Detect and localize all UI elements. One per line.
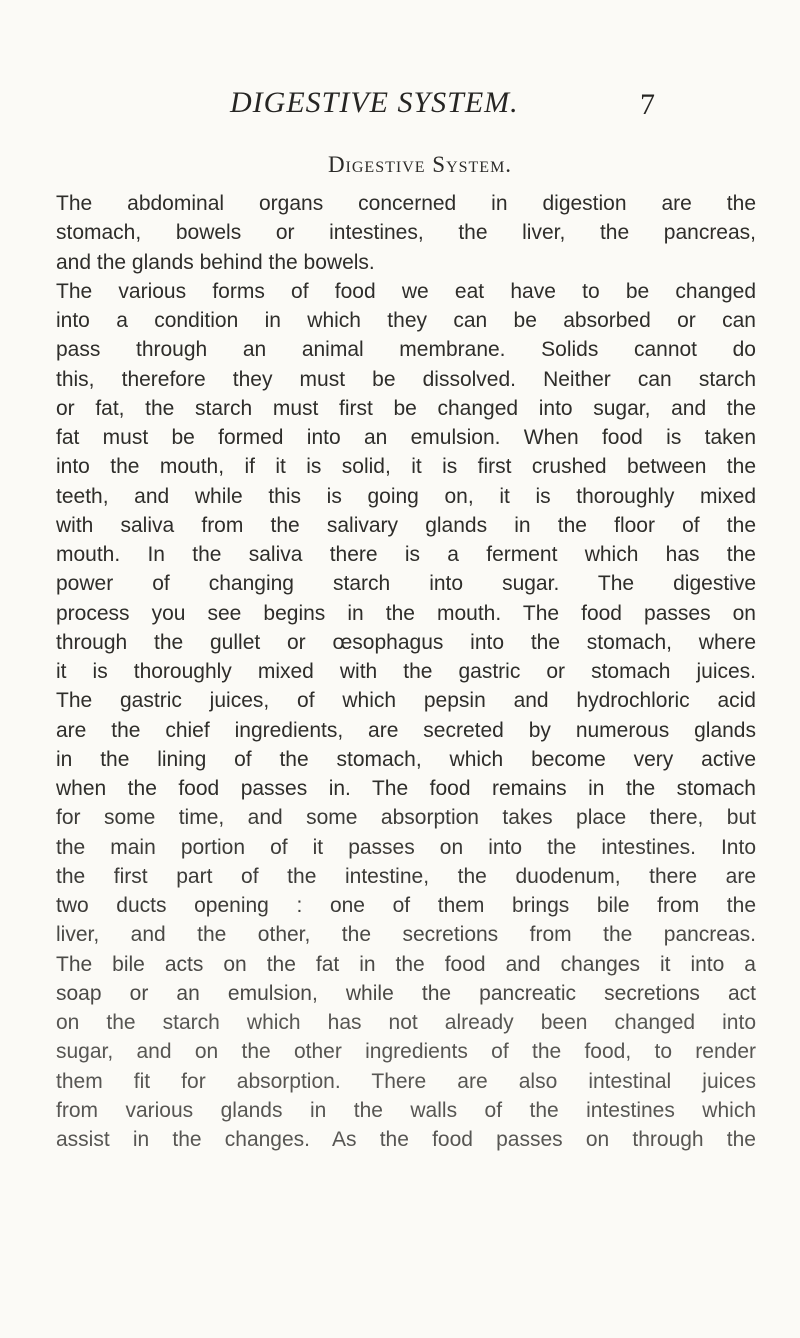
- running-title: DIGESTIVE SYSTEM.: [230, 86, 519, 119]
- text-line: The abdominal organs concerned in digestion are the: [56, 192, 756, 215]
- text-line: into a condition in which they can be absorbed or can: [56, 309, 756, 332]
- text-line: two ducts opening : one of them brings bile from the: [56, 894, 756, 917]
- text-line: sugar, and on the other ingredients of the food, to render: [56, 1040, 756, 1064]
- text-line: into the mouth, if it is solid, it is first crushed between the: [56, 455, 756, 479]
- text-line: stomach, bowels or intestines, the liver, the pancreas,: [56, 221, 756, 245]
- body-text: [56, 189, 756, 1154]
- text-line: on the starch which has not already been changed into: [56, 1011, 756, 1034]
- text-line: soap or an emulsion, while the pancreatic secretions act: [56, 981, 756, 1005]
- text-line: fat must be formed into an emulsion. When food is taken: [56, 426, 756, 449]
- text-line: process you see begins in the mouth. The food passes on: [56, 601, 756, 625]
- text-line: it is thoroughly mixed with the gastric or stomach juices.: [56, 660, 756, 683]
- text-line: The various forms of food we eat have to be changed: [56, 279, 756, 303]
- text-line: this, therefore they must be dissolved. Neither can starch: [56, 367, 756, 391]
- text-line: and the glands behind the bowels.: [56, 250, 375, 274]
- text-line: when the food passes in. The food remains in the stomach: [56, 777, 756, 800]
- text-line: in the lining of the stomach, which become very active: [56, 747, 756, 771]
- text-line: for some time, and some absorption takes place there, but: [56, 806, 756, 830]
- running-head: [0, 86, 800, 126]
- text-line: teeth, and while this is going on, it is thoroughly mixed: [56, 484, 756, 508]
- text-line: from various glands in the walls of the intestines which: [56, 1098, 756, 1122]
- text-line: with saliva from the salivary glands in the floor of the: [56, 513, 756, 537]
- text-line: are the chief ingredients, are secreted by numerous glands: [56, 718, 756, 742]
- text-line: assist in the changes. As the food passes on through the: [56, 1128, 756, 1151]
- section-heading: Digestive System.: [327, 152, 513, 177]
- text-line: through the gullet or œsophagus into the stomach, where: [56, 630, 756, 654]
- text-line: or fat, the starch must first be changed into sugar, and the: [56, 396, 756, 420]
- text-line: the main portion of it passes on into the intestines. Into: [56, 835, 756, 859]
- text-line: liver, and the other, the secretions from the pancreas.: [56, 923, 756, 947]
- text-line: The gastric juices, of which pepsin and hydrochloric acid: [56, 689, 756, 713]
- text-line: the first part of the intestine, the duodenum, there are: [56, 864, 756, 888]
- text-line: mouth. In the saliva there is a ferment which has the: [56, 543, 756, 566]
- page-number: 7: [640, 88, 655, 121]
- text-line: pass through an animal membrane. Solids cannot do: [56, 338, 756, 362]
- text-line: power of changing starch into sugar. The digestive: [56, 572, 756, 596]
- text-line: The bile acts on the fat in the food and changes it into a: [56, 952, 756, 976]
- text-line: them fit for absorption. There are also intestinal juices: [56, 1069, 756, 1093]
